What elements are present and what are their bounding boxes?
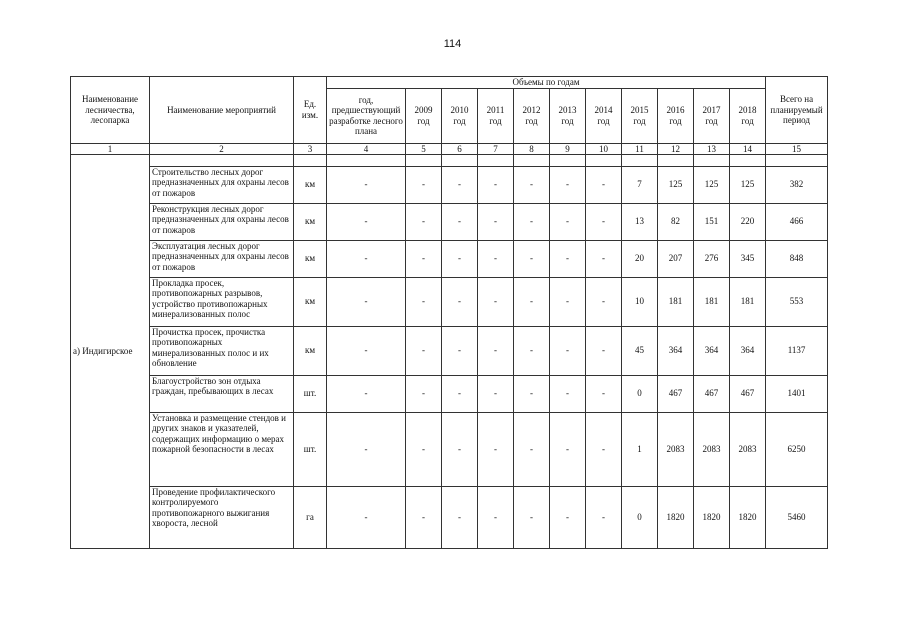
value-cell: 125 [730, 166, 766, 203]
measure-name: Прокладка просек, противопожарных разрывов, устройство противопожарных минерализованных полос [150, 277, 294, 326]
unit-cell: км [294, 326, 327, 375]
value-cell: 0 [622, 486, 658, 548]
value-cell: 125 [658, 166, 694, 203]
empty-cell [694, 154, 730, 166]
value-cell: - [406, 203, 442, 240]
header-year: 2015 год [622, 88, 658, 143]
unit-cell: км [294, 166, 327, 203]
value-cell: 10 [622, 277, 658, 326]
measure-name: Благоустройство зон отдыха граждан, пребывающих в лесах [150, 375, 294, 412]
value-cell: 1137 [766, 326, 828, 375]
value-cell: - [550, 240, 586, 277]
value-cell: - [406, 412, 442, 486]
table-row [71, 277, 828, 326]
value-cell: - [514, 412, 550, 486]
table-row [71, 375, 828, 412]
empty-cell [658, 154, 694, 166]
value-cell: 0 [622, 375, 658, 412]
column-index: 8 [514, 143, 550, 154]
value-cell: - [442, 412, 478, 486]
value-cell: - [586, 326, 622, 375]
empty-cell [150, 154, 294, 166]
value-cell: - [514, 240, 550, 277]
value-cell: - [514, 375, 550, 412]
table-row [71, 240, 828, 277]
value-cell: - [550, 486, 586, 548]
value-cell: 364 [658, 326, 694, 375]
value-cell: - [586, 375, 622, 412]
value-cell: 2083 [730, 412, 766, 486]
value-cell: - [514, 326, 550, 375]
header-year: 2014 год [586, 88, 622, 143]
measure-name: Проведение профилактического контролируемого противопожарного выжигания хвороста, лесной [150, 486, 294, 548]
header-year: 2018 год [730, 88, 766, 143]
column-index: 4 [327, 143, 406, 154]
value-cell: - [442, 240, 478, 277]
header-total: Всего на планируемый период [766, 77, 828, 144]
value-cell: - [514, 203, 550, 240]
value-cell: 467 [694, 375, 730, 412]
value-cell: - [514, 277, 550, 326]
table-row [71, 486, 828, 548]
column-index: 5 [406, 143, 442, 154]
value-cell: - [442, 375, 478, 412]
value-cell: 125 [694, 166, 730, 203]
empty-cell [442, 154, 478, 166]
value-cell: 382 [766, 166, 828, 203]
value-cell: - [327, 326, 406, 375]
column-index: 14 [730, 143, 766, 154]
value-cell: - [514, 486, 550, 548]
column-index: 9 [550, 143, 586, 154]
value-cell: 467 [730, 375, 766, 412]
measure-name: Строительство лесных дорог предназначенных для охраны лесов от пожаров [150, 166, 294, 203]
value-cell: - [442, 486, 478, 548]
value-cell: 276 [694, 240, 730, 277]
value-cell: 181 [694, 277, 730, 326]
header-forestry: Наименование лесничества, лесопарка [71, 77, 150, 144]
value-cell: - [406, 326, 442, 375]
unit-cell: шт. [294, 412, 327, 486]
header-prev-year: год, предшествующий разработке лесного плана [327, 88, 406, 143]
table-row [71, 203, 828, 240]
value-cell: 2083 [658, 412, 694, 486]
value-cell: - [550, 412, 586, 486]
value-cell: - [478, 375, 514, 412]
empty-cell [294, 154, 327, 166]
value-cell: - [586, 166, 622, 203]
value-cell: - [442, 203, 478, 240]
value-cell: 2083 [694, 412, 730, 486]
value-cell: 151 [694, 203, 730, 240]
value-cell: - [327, 166, 406, 203]
value-cell: - [478, 240, 514, 277]
page-number: 114 [443, 38, 462, 50]
table-row [71, 412, 828, 486]
spacer-row [71, 154, 828, 166]
value-cell: 20 [622, 240, 658, 277]
column-index: 11 [622, 143, 658, 154]
empty-cell [514, 154, 550, 166]
measure-name: Прочистка просек, прочистка противопожарных минерализованных полос и их обновление [150, 326, 294, 375]
header-year: 2009 год [406, 88, 442, 143]
value-cell: - [327, 277, 406, 326]
value-cell: - [442, 326, 478, 375]
value-cell: - [327, 412, 406, 486]
unit-cell: км [294, 277, 327, 326]
header-year: 2010 год [442, 88, 478, 143]
value-cell: 5460 [766, 486, 828, 548]
empty-cell [478, 154, 514, 166]
column-index: 7 [478, 143, 514, 154]
value-cell: 181 [658, 277, 694, 326]
value-cell: - [514, 166, 550, 203]
value-cell: 1401 [766, 375, 828, 412]
value-cell: - [478, 277, 514, 326]
value-cell: 7 [622, 166, 658, 203]
value-cell: - [327, 375, 406, 412]
measure-name: Реконструкция лесных дорог предназначенных для охраны лесов от пожаров [150, 203, 294, 240]
header-year: 2013 год [550, 88, 586, 143]
measure-name: Эксплуатация лесных дорог предназначенных для охраны лесов от пожаров [150, 240, 294, 277]
value-cell: - [586, 486, 622, 548]
column-index: 2 [150, 143, 294, 154]
value-cell: - [327, 486, 406, 548]
value-cell: - [327, 203, 406, 240]
header-year: 2016 год [658, 88, 694, 143]
column-index: 12 [658, 143, 694, 154]
value-cell: 553 [766, 277, 828, 326]
value-cell: 13 [622, 203, 658, 240]
value-cell: - [442, 166, 478, 203]
value-cell: - [550, 326, 586, 375]
unit-cell: км [294, 240, 327, 277]
value-cell: - [478, 166, 514, 203]
column-index: 3 [294, 143, 327, 154]
column-index: 13 [694, 143, 730, 154]
empty-cell [327, 154, 406, 166]
header-volumes: Объемы по годам [327, 77, 766, 89]
value-cell: - [406, 166, 442, 203]
value-cell: 1820 [694, 486, 730, 548]
header-year: 2017 год [694, 88, 730, 143]
header-unit: Ед. изм. [294, 77, 327, 144]
value-cell: 6250 [766, 412, 828, 486]
empty-cell [586, 154, 622, 166]
index-row [71, 143, 828, 154]
value-cell: 181 [730, 277, 766, 326]
forestry-name: а) Индигирское [71, 154, 150, 548]
value-cell: 345 [730, 240, 766, 277]
column-index: 15 [766, 143, 828, 154]
value-cell: - [550, 277, 586, 326]
unit-cell: га [294, 486, 327, 548]
value-cell: 364 [694, 326, 730, 375]
value-cell: - [406, 486, 442, 548]
value-cell: 848 [766, 240, 828, 277]
value-cell: - [586, 203, 622, 240]
value-cell: 207 [658, 240, 694, 277]
value-cell: - [586, 277, 622, 326]
value-cell: - [478, 412, 514, 486]
column-index: 10 [586, 143, 622, 154]
empty-cell [406, 154, 442, 166]
value-cell: 82 [658, 203, 694, 240]
value-cell: - [586, 412, 622, 486]
empty-cell [730, 154, 766, 166]
value-cell: - [550, 203, 586, 240]
empty-cell [550, 154, 586, 166]
value-cell: - [406, 240, 442, 277]
value-cell: - [478, 486, 514, 548]
value-cell: 1820 [658, 486, 694, 548]
header-year: 2011 год [478, 88, 514, 143]
value-cell: - [586, 240, 622, 277]
value-cell: - [406, 277, 442, 326]
header-year: 2012 год [514, 88, 550, 143]
value-cell: - [442, 277, 478, 326]
measure-name: Установка и размещение стендов и других знаков и указателей, содержащих информацию о мерах пожарной безопасности в лесах [150, 412, 294, 486]
value-cell: - [550, 375, 586, 412]
value-cell: - [327, 240, 406, 277]
unit-cell: км [294, 203, 327, 240]
table-row [71, 166, 828, 203]
unit-cell: шт. [294, 375, 327, 412]
value-cell: - [406, 375, 442, 412]
column-index: 6 [442, 143, 478, 154]
table-row [71, 326, 828, 375]
value-cell: - [478, 203, 514, 240]
fire-measures-table [70, 76, 828, 549]
value-cell: 220 [730, 203, 766, 240]
header-measure: Наименование мероприятий [150, 77, 294, 144]
empty-cell [622, 154, 658, 166]
value-cell: 1820 [730, 486, 766, 548]
empty-cell [766, 154, 828, 166]
value-cell: 1 [622, 412, 658, 486]
value-cell: 467 [658, 375, 694, 412]
value-cell: 466 [766, 203, 828, 240]
value-cell: - [478, 326, 514, 375]
value-cell: 364 [730, 326, 766, 375]
value-cell: 45 [622, 326, 658, 375]
column-index: 1 [71, 143, 150, 154]
value-cell: - [550, 166, 586, 203]
